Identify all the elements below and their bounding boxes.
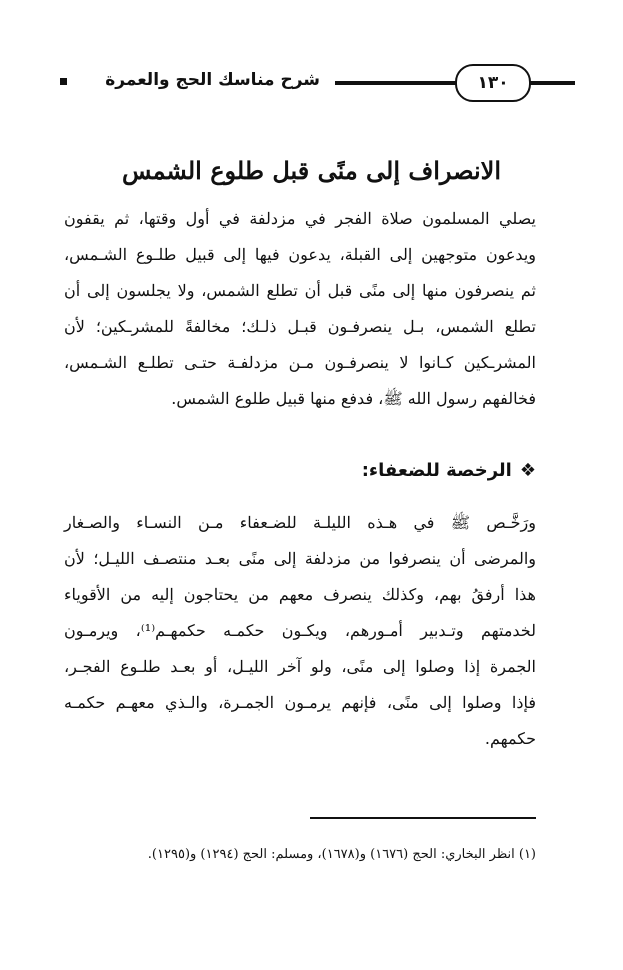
- footnote: (١) انظر البخاري: الحج (١٦٧٦) و(١٦٧٨)، ومسلم: الحج (١٢٩٤) و(١٢٩٥).: [147, 847, 536, 862]
- text-line: تطلع الشمس، بـل ينصرفـون قبـل ذلـك؛ مخالفةً للمشرـكين؛ لأن: [64, 317, 536, 336]
- footnote-divider: [310, 817, 536, 819]
- subheading-text: الرخصة للضعفاء:: [361, 460, 512, 481]
- paragraph-dawn-departure: [64, 201, 536, 417]
- text-line: والمرضى أن ينصرفوا من مزدلفة إلى منًى بعـد منتصـف الليـل؛ لأن: [64, 549, 536, 568]
- header-bullet: [60, 78, 67, 85]
- text-line: هذا أرفقُ بهم، وكذلك ينصرف معهم من يحتاجون إليه من الأقوياء: [64, 585, 536, 604]
- page-number: ١٣٠: [455, 64, 531, 102]
- text-line: يصلي المسلمون صلاة الفجر في مزدلفة في أول وقتها، ثم يقفون: [64, 209, 536, 228]
- running-title: شرح مناسك الحج والعمرة: [105, 70, 320, 90]
- section-title: الانصراف إلى منًى قبل طلوع الشمس: [121, 156, 502, 185]
- subheading-concession: [362, 460, 536, 481]
- text-line: ورَخَّـص ﷺ في هـذه الليلـة للضـعفاء مـن النسـاء والصـغار: [64, 513, 536, 532]
- diamond-bullet-icon: ❖: [519, 460, 536, 481]
- text-line: فخالفهم رسول الله ﷺ، فدفع منها قبيل طلوع الشمس.: [171, 389, 536, 408]
- page-header: [60, 64, 575, 104]
- text-line: الجمرة إذا وصلوا إلى منًى، ولو آخر الليـل، أو بعـد طلـوع الفجـر،: [64, 657, 536, 676]
- text-line: ويدعون متوجهين إلى القبلة، يدعون فيها إلى قبيل طلـوع الشـمس،: [64, 245, 536, 264]
- text-line: فإذا وصلوا إلى منًى، فإنهم يرمـون الجمـرة، والـذي معهـم حكمـه: [64, 693, 537, 712]
- text-line: حكمهم.: [484, 729, 536, 748]
- text-line: لخدمتهم وتـدبير أمـورهم، ويكـون حكمـه حكمهـم⁽¹⁾، ويرمـون: [64, 621, 536, 640]
- paragraph-concession: [64, 505, 536, 757]
- text-line: المشرـكين كـانوا لا ينصرفـون مـن مزدلفـة حتـى تطلـع الشـمس،: [64, 353, 536, 372]
- text-line: ثم ينصرفون منها إلى منًى قبل أن تطلع الشمس، ولا يجلسون إلى أن: [64, 281, 536, 300]
